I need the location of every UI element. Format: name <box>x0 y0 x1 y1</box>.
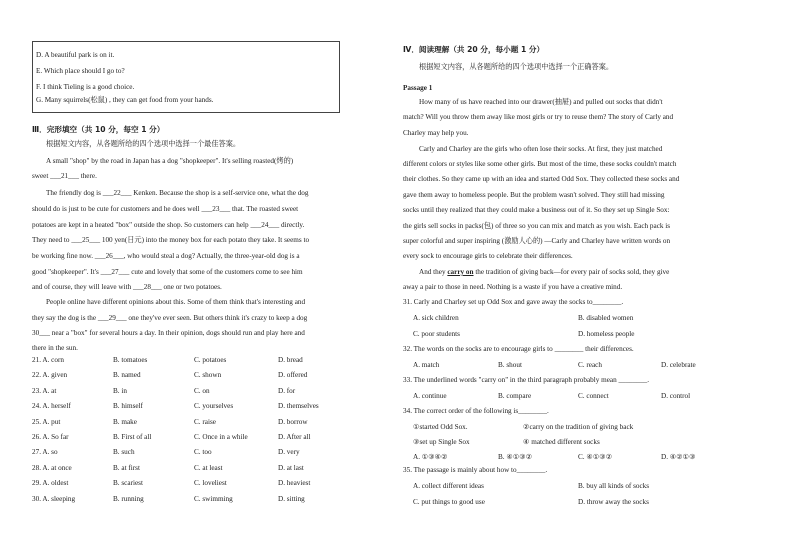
answer-option: A. continue <box>413 392 447 400</box>
choice-option: C. Once in a while <box>194 433 248 441</box>
choice-option: B. in <box>113 386 127 395</box>
box-option-f: F. I think Tieling is a good choice. <box>36 83 135 91</box>
answer-option: D. control <box>661 392 691 400</box>
answer-option: B. buy all kinds of socks <box>578 482 650 490</box>
passage-line: 30___ near a "box" for several hours a day. In their opinion, dogs should run and play here and <box>32 329 305 337</box>
question-item: ③set up Single Sox <box>413 438 470 446</box>
choice-option: B. named <box>113 371 141 380</box>
passage-line: there in the sun. <box>32 344 78 352</box>
choice-option: D. very <box>278 448 300 457</box>
question-item: ①started Odd Sox. <box>413 423 468 431</box>
question-item: ④ matched different socks <box>523 438 600 446</box>
section4-instructions: 根据短文内容，从各题所给的四个选项中选择一个正确答案。 <box>419 62 614 71</box>
choice-option: D. borrow <box>278 417 308 426</box>
passage-line: away a pair to those in need. Nothing is a waste if you have a creative mind. <box>403 283 623 291</box>
question-stem: 33. The underlined words "carry on" in the third paragraph probably mean ________. <box>403 376 650 384</box>
section3-instructions: 根据短文内容，从各题所给的四个选项中选择一个最佳答案。 <box>46 139 241 148</box>
choice-option: B. running <box>113 494 144 503</box>
passage-line: Carly and Charley are the girls who often lose their socks. At first, they just matched <box>419 145 663 153</box>
passage-line: Charley may help you. <box>403 129 469 137</box>
choice-option: D. for <box>278 386 296 395</box>
choice-option: D. After all <box>278 433 311 441</box>
choice-option: C. on <box>194 386 210 395</box>
passage-line: socks until they realized that they could make a business out of it. So they set up Single Sox: <box>403 206 670 214</box>
choice-option: D. offered <box>278 371 308 380</box>
answer-option: C. put things to good use <box>413 497 485 506</box>
box-option-d: D. A beautiful park is on it. <box>36 51 115 59</box>
box-option-e: E. Which place should I go to? <box>36 67 125 75</box>
passage-line: match? Will you throw them away like most girls or try to reuse them? The story of Carly and <box>403 113 674 121</box>
choice-option: 24. A. herself <box>32 402 71 411</box>
choice-option: C. swimming <box>194 494 233 503</box>
answer-option: D. ④②①③ <box>661 453 696 461</box>
choice-option: B. First of all <box>113 433 152 441</box>
passage-line: People online have different opinions about this. Some of them think that's interesting and <box>46 298 306 306</box>
passage-line: should do is just to be cute for customers and he does well ___23___ that. The roasted sweet <box>32 205 299 213</box>
section3-title: Ⅲ．完形填空（共 10 分，每空 1 分） <box>32 125 165 134</box>
choice-option: 30. A. sleeping <box>32 494 76 503</box>
box-option-g: G. Many squirrels(松鼠) , they can get food from your hands. <box>36 96 214 104</box>
passage-line: They need to ___25___ 100 yen(日元) into the money box for each potato they take. It seems to <box>32 236 310 244</box>
answer-option: A. match <box>413 361 440 369</box>
choice-option: C. loveliest <box>194 479 227 488</box>
passage-line: their clothes. So they came up with an idea and started Odd Sox. They collected these socks and <box>403 175 680 183</box>
answer-option: C. connect <box>578 392 609 400</box>
choice-option: C. yourselves <box>194 402 234 411</box>
answer-option: C. reach <box>578 361 602 369</box>
answer-option: A. ①③④② <box>413 453 448 461</box>
passage-line: super colorful and super inspiring (激励人心的) —Carly and Charley have written words on <box>403 237 671 245</box>
passage-line: every sock to encourage girls to celebrate their differences. <box>403 252 573 260</box>
choice-option: B. at first <box>113 463 140 472</box>
passage-line: and of course, they will leave with ___28___ one or two potatoes. <box>32 283 222 291</box>
passage-line: The friendly dog is ___22___ Kenken. Because the shop is a self-service one, what the dog <box>46 189 309 197</box>
choice-option: 23. A. at <box>32 386 57 395</box>
choice-option: C. at least <box>194 463 223 472</box>
passage-line: gave them away to homeless people. But the problem wasn't solved. They still had missing <box>403 191 665 199</box>
answer-option: D. homeless people <box>578 329 635 338</box>
answer-option: B. compare <box>498 392 532 400</box>
passage-line: potatoes are kept in a heated "box" outside the shop. So customers can help ___24___ directly. <box>32 221 305 229</box>
choice-option: D. themselves <box>278 402 319 411</box>
choice-option: 22. A. given <box>32 371 68 380</box>
passage-line: they say the dog is the ___29___ one they've ever seen. But others think it's crazy to keep a dog <box>32 314 308 322</box>
choice-option: B. scariest <box>113 479 143 488</box>
passage-line: be working fine now. ___26___, who would steal a dog? Actually, the three-year-old dog is a <box>32 252 300 260</box>
question-item: ②carry on the tradition of giving back <box>523 423 634 431</box>
passage-line: different colors or styles like some other girls. But most of the time, these socks couldn't match <box>403 160 677 168</box>
question-stem: 35. The passage is mainly about how to________. <box>403 466 548 474</box>
passage-line: sweet ___21___ there. <box>32 172 97 180</box>
question-stem: 34. The correct order of the following is________. <box>403 407 549 415</box>
passage-title: Passage 1 <box>403 84 433 92</box>
choice-option: 25. A. put <box>32 417 61 426</box>
choice-option: D. at last <box>278 463 304 472</box>
answer-option: B. ④①③② <box>498 453 533 461</box>
choice-option: B. tomatoes <box>113 356 148 364</box>
choice-option: D. heaviest <box>278 479 311 488</box>
passage-line: good "shopkeeper". It's ___27___ cute and lovely that some of the customers come to see him <box>32 268 303 276</box>
answer-option: B. disabled women <box>578 314 634 322</box>
choice-option: D. sitting <box>278 494 305 503</box>
choice-option: 27. A. so <box>32 448 58 457</box>
choice-option: 21. A. corn <box>32 356 64 364</box>
question-stem: 31. Carly and Charley set up Odd Sox and gave away the socks to________. <box>403 298 624 306</box>
underlined-phrase: carry on <box>447 268 474 276</box>
choice-option: B. such <box>113 448 135 457</box>
choice-option: D. bread <box>278 356 303 364</box>
section4-title: Ⅳ．阅读理解（共 20 分，每小题 1 分） <box>403 45 545 54</box>
choice-option: C. too <box>194 448 212 457</box>
answer-option: D. celebrate <box>661 361 696 369</box>
answer-option: A. collect different ideas <box>413 482 484 490</box>
choice-option: 26. A. So far <box>32 433 69 441</box>
answer-option: C. poor students <box>413 329 460 338</box>
passage-line: How many of us have reached into our drawer(抽屉) and pulled out socks that didn't <box>419 98 663 106</box>
passage-line: And they carry on the tradition of giving back—for every pair of socks sold, they give <box>419 268 670 276</box>
choice-option: 29. A. oldest <box>32 479 69 488</box>
answer-option: B. shout <box>498 361 522 369</box>
answer-option: A. sick children <box>413 314 459 322</box>
choice-option: 28. A. at once <box>32 463 72 472</box>
answer-option: C. ④①③② <box>578 453 613 461</box>
choice-option: C. raise <box>194 417 216 426</box>
choice-option: C. potatoes <box>194 356 227 364</box>
passage-line: the girls sell socks in packs(包) of three so you can mix and match as you wish. Each pack is <box>403 222 671 230</box>
choice-option: C. shown <box>194 371 222 380</box>
answer-option: D. throw away the socks <box>578 497 649 506</box>
question-stem: 32. The words on the socks are to encourage girls to ________ their differences. <box>403 345 634 353</box>
choice-option: B. make <box>113 417 137 426</box>
passage-line: A small "shop" by the road in Japan has a dog "shopkeeper". It's selling roasted(烤的) <box>46 157 294 165</box>
choice-option: B. himself <box>113 402 143 411</box>
